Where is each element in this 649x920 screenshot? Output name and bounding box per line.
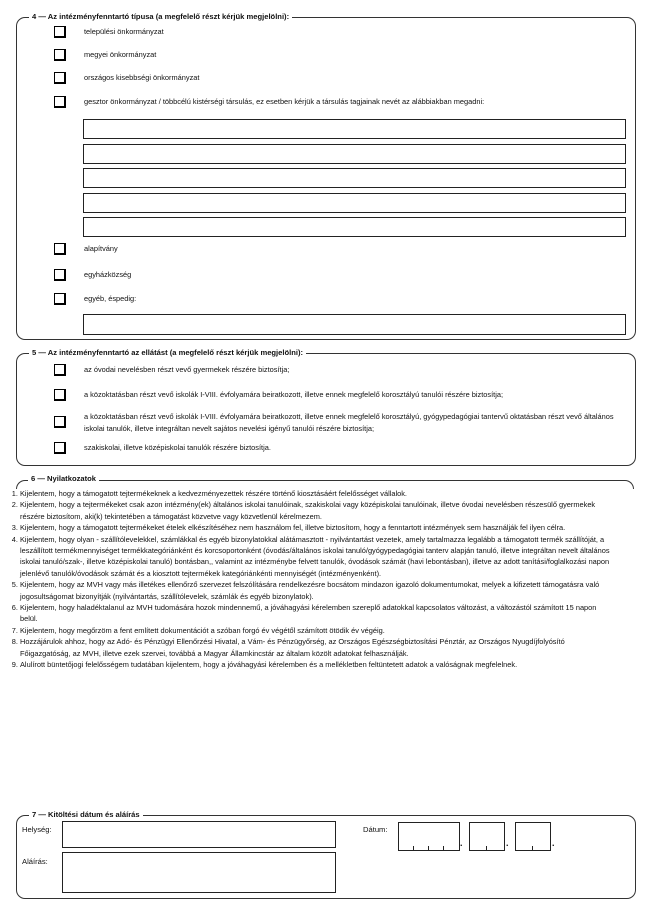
date-month-field[interactable] <box>469 822 505 851</box>
date-tick <box>486 846 487 850</box>
checkbox-county-government[interactable] <box>54 49 66 61</box>
checkbox-parish[interactable] <box>54 269 66 281</box>
option-label: települési önkormányzat <box>84 27 164 36</box>
checkbox-consortium[interactable] <box>54 96 66 108</box>
declaration-item: 5. Kijelentem, hogy az MVH vagy más illetékes ellenőrző szervezet felszólítására rendelkezésre bocsátom mindazon igazoló dokumentumokat, melyek a kifizetett támogatásra való jogosultságomat bizonyítják (nyilvántartás, szállítólevelek, számlák és egyéb bizonylatok). <box>20 579 612 602</box>
option-label: megyei önkormányzat <box>84 50 157 59</box>
declaration-item: 1. Kijelentem, hogy a támogatott tejtermékeknek a kedvezményezettek részére történő kiosztásáért felelősséget vállalok. <box>20 488 612 499</box>
section-7-date-signature <box>16 810 636 899</box>
option-label: az óvodai nevelésben részt vevő gyermekek részére biztosítja; <box>84 365 290 374</box>
date-tick <box>428 846 429 850</box>
option-label: egyéb, éspedig: <box>84 294 137 303</box>
option-label: a közoktatásban részt vevő iskolák I-VIII. évfolyamára beiratkozott, illetve ennek megfelelő korosztályú, gyógypedagógiai tantervű oktatásban részt vevő általános iskolai tanulók, illetve integráltan nevelt sajátos nevelési igényű tanulói részére biztosítja; <box>84 412 614 433</box>
date-tick <box>413 846 414 850</box>
checkbox-other[interactable] <box>54 293 66 305</box>
date-year-field[interactable] <box>398 822 460 851</box>
option-label: alapítvány <box>84 244 118 253</box>
date-separator: . <box>506 838 509 848</box>
declaration-item: 2. Kijelentem, hogy a tejtermékeket csak azon intézmény(ek) általános iskolai tanulóinak, szakiskolai vagy középiskolai tanulóinak, illetve óvodai nevelésben részesülő gyermekek részére biztosítom, aki(k) tekintetében a támogatást közvetve vagy közvetlenül kérelmezem. <box>20 499 612 522</box>
declaration-list <box>8 488 612 671</box>
place-field[interactable] <box>62 821 336 848</box>
date-day-field[interactable] <box>515 822 551 851</box>
consortium-member-field-4[interactable] <box>83 193 626 213</box>
section-4-title: 4 — Az intézményfenntartó típusa (a megfelelő részt kérjük megjelölni): <box>29 11 292 23</box>
date-tick <box>532 846 533 850</box>
declaration-item: 4. Kijelentem, hogy olyan - szállítólevelekkel, számlákkal és egyéb bizonylatokkal alátámasztott - nyilvántartást vezetek, amely tartalmazza legalább a támogatott termék szállítóját, a leszállított termékmennyiséget termékkategóriánként és korcsoportonként (óvodás/általános iskolai tanuló/gyógypedagógiai tanterv alapján tanuló, illetve integráltan nevelt általános iskolai tanuló/szak-, illetve középiskolai tanuló) bontásban,, valamint az intézménybe felvett tanulók, óvodások számát (havi lebontásban), illetve az adott tanítási/foglalkozási napon jelenlévő tanulók/óvodások számát és a kiosztott tejtermékek kategóriánkénti mennyiségét (intézményenként). <box>20 534 612 580</box>
other-specify-field[interactable] <box>83 314 626 335</box>
declaration-item: 8. Hozzájárulok ahhoz, hogy az Adó- és Pénzügyi Ellenőrzési Hivatal, a Vám- és Pénzügyőrség, az Országos Egészségbiztosítási Pénztár, az Országos Nyugdíjfolyósító Főigazgatóság, az MVH, illetve ezek szervei, továbbá a Magyar Államkincstár az általam közölt adatokat felhasználják. <box>20 636 612 659</box>
checkbox-local-government[interactable] <box>54 26 66 38</box>
checkbox-foundation[interactable] <box>54 243 66 255</box>
checkbox-secondary-school[interactable] <box>54 442 66 454</box>
checkbox-national-minority-government[interactable] <box>54 72 66 84</box>
consortium-member-field-5[interactable] <box>83 217 626 237</box>
option-label: a közoktatásban részt vevő iskolák I-VIII. évfolyamára beiratkozott, illetve ennek megfelelő korosztályú tanulói részére biztosítja; <box>84 390 504 399</box>
option-label: szakiskolai, illetve középiskolai tanulók részére biztosítja. <box>84 443 271 452</box>
signature-field[interactable] <box>62 852 336 893</box>
section-6-declarations <box>16 474 634 798</box>
section-4-maintainer-type <box>16 12 636 340</box>
signature-label: Aláírás: <box>22 857 48 866</box>
date-separator: . <box>552 838 555 848</box>
section-6-title: 6 — Nyilatkozatok <box>28 473 99 485</box>
declaration-item: 6. Kijelentem, hogy haladéktalanul az MVH tudomására hozok mindennemű, a jóváhagyási kérelemben szereplő adatokkal kapcsolatos változást, a változástól számított 15 napon belül. <box>20 602 612 625</box>
checkbox-special-education[interactable] <box>54 416 66 428</box>
option-label: egyházközség <box>84 270 132 279</box>
section-7-title: 7 — Kitöltési dátum és aláírás <box>29 809 143 821</box>
declaration-item: 7. Kijelentem, hogy megőrzöm a fent említett dokumentációt a szóban forgó év végétől számított ötödik év végéig. <box>20 625 612 636</box>
consortium-member-field-1[interactable] <box>83 119 626 139</box>
consortium-member-field-2[interactable] <box>83 144 626 164</box>
option-label: országos kisebbségi önkormányzat <box>84 73 200 82</box>
section-5-title: 5 — Az intézményfenntartó az ellátást (a megfelelő részt kérjük megjelölni): <box>29 347 306 359</box>
declaration-item: 9. Alulírott büntetőjogi felelősségem tudatában kijelentem, hogy a jóváhagyási kérelemben és a mellékletben feltüntetett adatok a valóságnak megfelelnek. <box>20 659 612 670</box>
declaration-item: 3. Kijelentem, hogy a támogatott tejtermékeket ételek elkészítéséhez nem használom fel, illetve biztosítom, hogy a fenntartott intézmények sem használják fel ilyen célra. <box>20 522 612 533</box>
checkbox-kindergarten[interactable] <box>54 364 66 376</box>
option-label: gesztor önkormányzat / többcélú kistérségi társulás, ez esetben kérjük a társulás tagjainak nevét az alábbiakban megadni: <box>84 97 485 106</box>
consortium-member-field-3[interactable] <box>83 168 626 188</box>
date-tick <box>443 846 444 850</box>
date-separator: . <box>460 838 463 848</box>
place-label: Helység: <box>22 825 52 834</box>
section-5-provision <box>16 348 636 466</box>
date-label: Dátum: <box>363 825 388 834</box>
checkbox-primary-school[interactable] <box>54 389 66 401</box>
